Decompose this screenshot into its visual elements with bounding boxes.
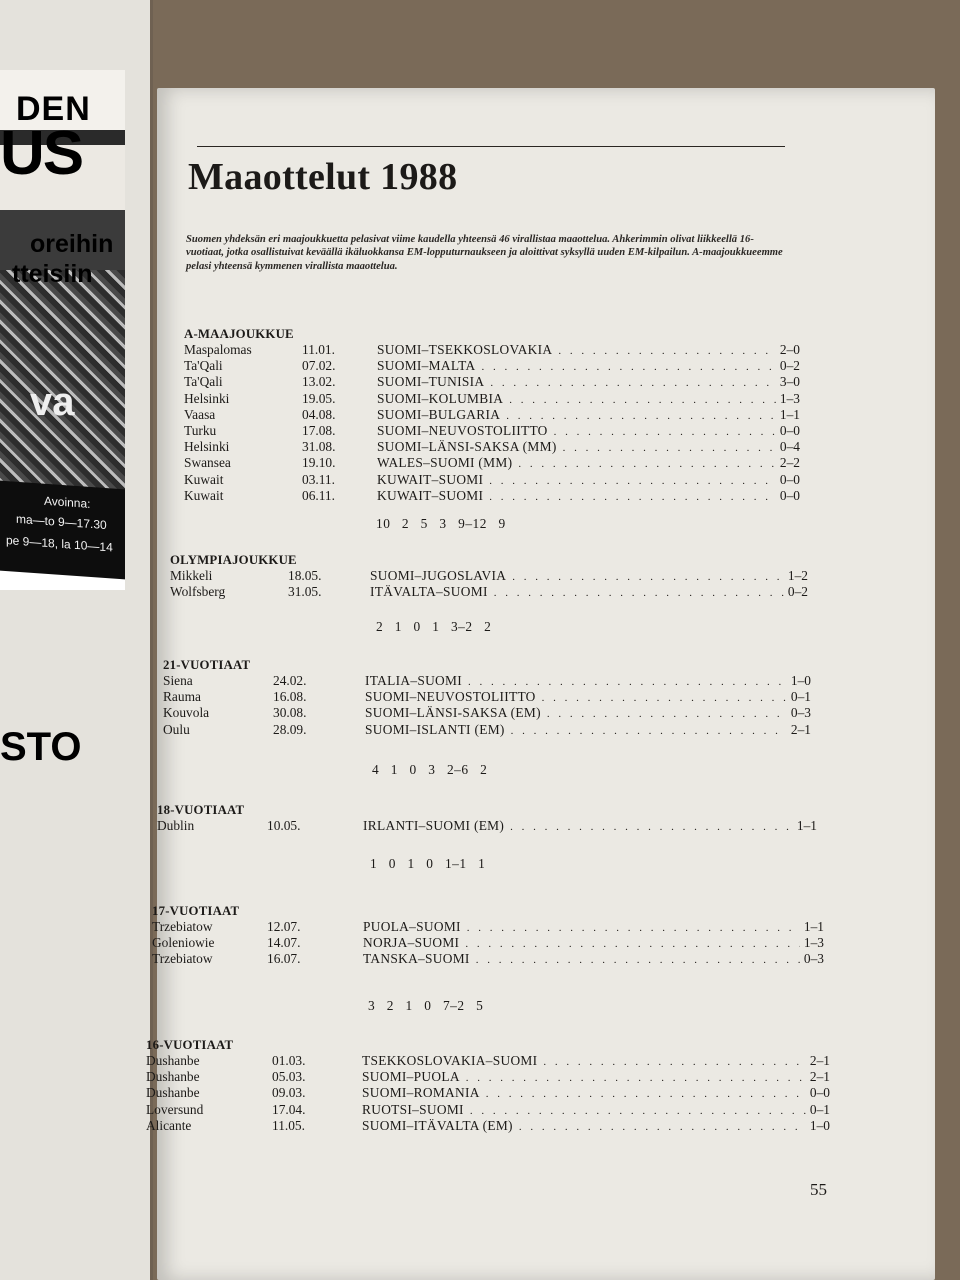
leader-dots bbox=[506, 408, 776, 424]
match-date: 11.05. bbox=[272, 1117, 305, 1133]
leader-dots bbox=[467, 920, 800, 936]
match-place: Dushanbe bbox=[146, 1053, 200, 1068]
section-heading: OLYMPIAJOUKKUE bbox=[170, 553, 297, 567]
match-teams: ITÄVALTA–SUOMI bbox=[370, 584, 488, 600]
match-place: Trzebiatow bbox=[152, 951, 213, 967]
match-score: 0–0 bbox=[779, 471, 800, 487]
match-teams: SUOMI–NEUVOSTOLIITTO bbox=[365, 689, 536, 705]
title-rule bbox=[197, 146, 785, 147]
match-score: 1–3 bbox=[803, 935, 824, 951]
match-row bbox=[184, 472, 800, 488]
match-place: Dushanbe bbox=[146, 1085, 200, 1101]
match-date: 03.11. bbox=[302, 471, 335, 487]
section-heading: 17-VUOTIAAT bbox=[152, 904, 240, 918]
match-row bbox=[184, 488, 800, 504]
match-date: 30.08. bbox=[273, 705, 307, 721]
match-score: 3–0 bbox=[779, 374, 800, 390]
match-score: 2–1 bbox=[809, 1069, 830, 1085]
match-score: 2–2 bbox=[779, 455, 800, 471]
match-row bbox=[152, 951, 824, 967]
match-score: 1–1 bbox=[779, 406, 800, 422]
match-place: Dushanbe bbox=[146, 1069, 200, 1085]
match-row bbox=[184, 455, 800, 471]
match-score: 2–1 bbox=[809, 1053, 830, 1068]
leader-dots bbox=[519, 1119, 806, 1135]
match-teams: PUOLA–SUOMI bbox=[363, 919, 461, 934]
match-date: 16.07. bbox=[267, 951, 301, 967]
page-number: 55 bbox=[810, 1180, 827, 1199]
ad-opening-hours bbox=[0, 481, 125, 580]
match-place: Rauma bbox=[163, 689, 201, 705]
leader-dots bbox=[470, 1103, 806, 1119]
match-row bbox=[163, 673, 811, 689]
match-teams: TANSKA–SUOMI bbox=[363, 951, 470, 967]
leader-dots bbox=[468, 674, 787, 690]
match-teams: SUOMI–TSEKKOSLOVAKIA bbox=[377, 342, 553, 357]
section-summary: 2 1 0 1 3–2 2 bbox=[376, 619, 492, 634]
match-row bbox=[184, 342, 800, 358]
match-score: 1–0 bbox=[790, 673, 811, 688]
match-teams: SUOMI–ISLANTI (EM) bbox=[365, 721, 505, 737]
match-place: Turku bbox=[184, 422, 217, 438]
match-score: 0–3 bbox=[803, 951, 824, 967]
match-place: Goleniowie bbox=[152, 935, 215, 951]
leader-dots bbox=[466, 1070, 806, 1086]
match-teams: SUOMI–ITÄVALTA (EM) bbox=[362, 1117, 513, 1133]
match-teams: SUOMI–NEUVOSTOLIITTO bbox=[377, 422, 548, 438]
match-teams: SUOMI–TUNISIA bbox=[377, 374, 485, 390]
leader-dots bbox=[510, 819, 793, 835]
section-summary: 1 0 1 0 1–1 1 bbox=[370, 856, 486, 871]
match-score: 0–0 bbox=[809, 1085, 830, 1101]
match-row bbox=[170, 584, 808, 600]
match-row bbox=[184, 407, 800, 423]
match-score: 2–0 bbox=[779, 342, 800, 357]
match-row bbox=[146, 1053, 830, 1069]
match-score: 1–1 bbox=[796, 818, 817, 833]
page-title: Maaottelut 1988 bbox=[188, 156, 458, 198]
leader-dots bbox=[518, 456, 776, 472]
ad-footer-text: STO bbox=[0, 725, 82, 769]
hours-line: ma—to 9—17.30 bbox=[16, 511, 107, 533]
match-score: 0–2 bbox=[779, 358, 800, 374]
match-place: Helsinki bbox=[184, 439, 230, 455]
leader-dots bbox=[486, 1086, 806, 1102]
intro-paragraph: Suomen yhdeksän eri maajoukkuetta pelasivat viime kaudella yhteensä 46 virallistaa maaottelua. Ahkerimmin olivat liikkeellä 16-vuotiaat, jotka osallistuivat keväällä ikäluokkansa EM-lopputurnaukseen ja aloittivat syksyllä uuden EM-kilpailun. A-maajoukkueemme pelasi yhteensä kymmenen virallista maaottelua. bbox=[186, 234, 783, 272]
match-score: 0–0 bbox=[779, 422, 800, 438]
match-teams: SUOMI–MALTA bbox=[377, 358, 476, 374]
match-date: 06.11. bbox=[302, 487, 335, 503]
hours-title: Avoinna: bbox=[44, 493, 91, 511]
match-date: 17.04. bbox=[272, 1101, 306, 1117]
match-date: 24.02. bbox=[273, 673, 307, 688]
leader-dots bbox=[512, 569, 784, 585]
match-place: Kuwait bbox=[184, 471, 224, 487]
match-teams: WALES–SUOMI (MM) bbox=[377, 455, 513, 471]
match-date: 05.03. bbox=[272, 1069, 306, 1085]
match-date: 12.07. bbox=[267, 919, 301, 934]
match-date: 07.02. bbox=[302, 358, 336, 374]
match-score: 0–2 bbox=[787, 584, 808, 600]
match-score: 0–4 bbox=[779, 439, 800, 455]
match-row bbox=[184, 374, 800, 390]
match-date: 19.10. bbox=[302, 455, 336, 471]
match-date: 01.03. bbox=[272, 1053, 306, 1068]
section-16-vuotiaat bbox=[146, 1037, 830, 1134]
match-place: Trzebiatow bbox=[152, 919, 213, 934]
match-score: 0–1 bbox=[809, 1101, 830, 1117]
match-teams: KUWAIT–SUOMI bbox=[377, 487, 484, 503]
leader-dots bbox=[563, 440, 776, 456]
match-row bbox=[163, 689, 811, 705]
match-date: 14.07. bbox=[267, 935, 301, 951]
ad-text-line: US bbox=[0, 119, 83, 188]
match-teams: SUOMI–LÄNSI-SAKSA (MM) bbox=[377, 439, 557, 455]
match-row bbox=[170, 568, 808, 584]
leader-dots bbox=[476, 952, 800, 968]
match-row bbox=[157, 818, 817, 834]
match-place: Ta'Qali bbox=[184, 374, 223, 390]
match-place: Mikkeli bbox=[170, 568, 213, 583]
match-place: Oulu bbox=[163, 721, 190, 737]
match-place: Kuwait bbox=[184, 487, 224, 503]
section-17-vuotiaat bbox=[152, 903, 824, 968]
match-teams: RUOTSI–SUOMI bbox=[362, 1101, 464, 1117]
section-olympiajoukkue bbox=[170, 552, 808, 600]
match-teams: TSEKKOSLOVAKIA–SUOMI bbox=[362, 1053, 538, 1068]
section-summary: 4 1 0 3 2–6 2 bbox=[372, 762, 488, 777]
match-row bbox=[152, 935, 824, 951]
match-score: 0–0 bbox=[779, 487, 800, 503]
leader-dots bbox=[489, 473, 776, 489]
leader-dots bbox=[509, 392, 776, 408]
match-date: 16.08. bbox=[273, 689, 307, 705]
match-row bbox=[152, 919, 824, 935]
match-place: Helsinki bbox=[184, 390, 230, 406]
match-row bbox=[184, 358, 800, 374]
section-21-vuotiaat bbox=[163, 657, 811, 738]
match-place: Dublin bbox=[157, 818, 195, 833]
match-date: 31.08. bbox=[302, 439, 336, 455]
section-a-maajoukkue bbox=[184, 326, 800, 504]
leader-dots bbox=[481, 359, 775, 375]
match-teams: SUOMI–JUGOSLAVIA bbox=[370, 568, 507, 583]
match-date: 04.08. bbox=[302, 406, 336, 422]
ad-text-line: va bbox=[30, 380, 75, 424]
section-heading: 21-VUOTIAAT bbox=[163, 658, 251, 672]
leader-dots bbox=[490, 375, 776, 391]
match-place: Vaasa bbox=[184, 406, 216, 422]
match-date: 09.03. bbox=[272, 1085, 306, 1101]
match-teams: ITALIA–SUOMI bbox=[365, 673, 462, 688]
match-score: 1–0 bbox=[809, 1117, 830, 1133]
match-place: Siena bbox=[163, 673, 193, 688]
match-date: 17.08. bbox=[302, 422, 336, 438]
match-place: Kouvola bbox=[163, 705, 210, 721]
match-date: 31.05. bbox=[288, 584, 322, 600]
match-date: 28.09. bbox=[273, 721, 307, 737]
match-place: Swansea bbox=[184, 455, 231, 471]
match-date: 10.05. bbox=[267, 818, 301, 833]
match-row bbox=[163, 705, 811, 721]
section-summary: 3 2 1 0 7–2 5 bbox=[368, 998, 484, 1013]
match-row bbox=[184, 439, 800, 455]
match-teams: IRLANTI–SUOMI (EM) bbox=[363, 818, 505, 833]
match-row bbox=[146, 1069, 830, 1085]
leader-dots bbox=[489, 489, 776, 505]
match-teams: SUOMI–LÄNSI-SAKSA (EM) bbox=[365, 705, 541, 721]
section-18-vuotiaat bbox=[157, 802, 817, 834]
match-place: Alicante bbox=[146, 1117, 192, 1133]
match-place: Wolfsberg bbox=[170, 584, 226, 600]
match-date: 18.05. bbox=[288, 568, 322, 583]
section-heading: 18-VUOTIAAT bbox=[157, 803, 245, 817]
leader-dots bbox=[542, 690, 787, 706]
ad-text-line: oreihin bbox=[30, 230, 114, 258]
leader-dots bbox=[465, 936, 800, 952]
leader-dots bbox=[554, 424, 776, 440]
match-score: 2–1 bbox=[790, 721, 811, 737]
left-page bbox=[0, 0, 153, 1280]
match-teams: SUOMI–BULGARIA bbox=[377, 406, 501, 422]
leader-dots bbox=[511, 723, 787, 739]
match-row bbox=[146, 1085, 830, 1101]
match-score: 1–1 bbox=[803, 919, 824, 934]
match-score: 0–3 bbox=[790, 705, 811, 721]
hours-line: pe 9—18, la 10—14 bbox=[6, 533, 113, 555]
match-row bbox=[184, 423, 800, 439]
match-score: 1–2 bbox=[787, 568, 808, 583]
match-date: 11.01. bbox=[302, 342, 335, 357]
match-row bbox=[184, 391, 800, 407]
ad-text-line: tteisiin bbox=[12, 260, 93, 288]
match-place: Maspalomas bbox=[184, 342, 252, 357]
match-teams: SUOMI–PUOLA bbox=[362, 1069, 460, 1085]
leader-dots bbox=[558, 343, 776, 359]
match-teams: SUOMI–KOLUMBIA bbox=[377, 390, 504, 406]
match-teams: NORJA–SUOMI bbox=[363, 935, 460, 951]
match-row bbox=[146, 1102, 830, 1118]
section-heading: A-MAAJOUKKUE bbox=[184, 327, 294, 341]
section-summary: 10 2 5 3 9–12 9 bbox=[376, 516, 506, 531]
match-place: Ta'Qali bbox=[184, 358, 223, 374]
match-row bbox=[163, 722, 811, 738]
ad-text-line: DEN bbox=[16, 90, 91, 128]
match-place: Loversund bbox=[146, 1101, 204, 1117]
match-row bbox=[146, 1118, 830, 1134]
leader-dots bbox=[494, 585, 784, 601]
match-score: 1–3 bbox=[779, 390, 800, 406]
match-teams: SUOMI–ROMANIA bbox=[362, 1085, 480, 1101]
match-date: 13.02. bbox=[302, 374, 336, 390]
leader-dots bbox=[543, 1054, 806, 1070]
match-teams: KUWAIT–SUOMI bbox=[377, 471, 484, 487]
match-score: 0–1 bbox=[790, 689, 811, 705]
leader-dots bbox=[547, 706, 787, 722]
section-heading: 16-VUOTIAAT bbox=[146, 1038, 234, 1052]
match-date: 19.05. bbox=[302, 390, 336, 406]
